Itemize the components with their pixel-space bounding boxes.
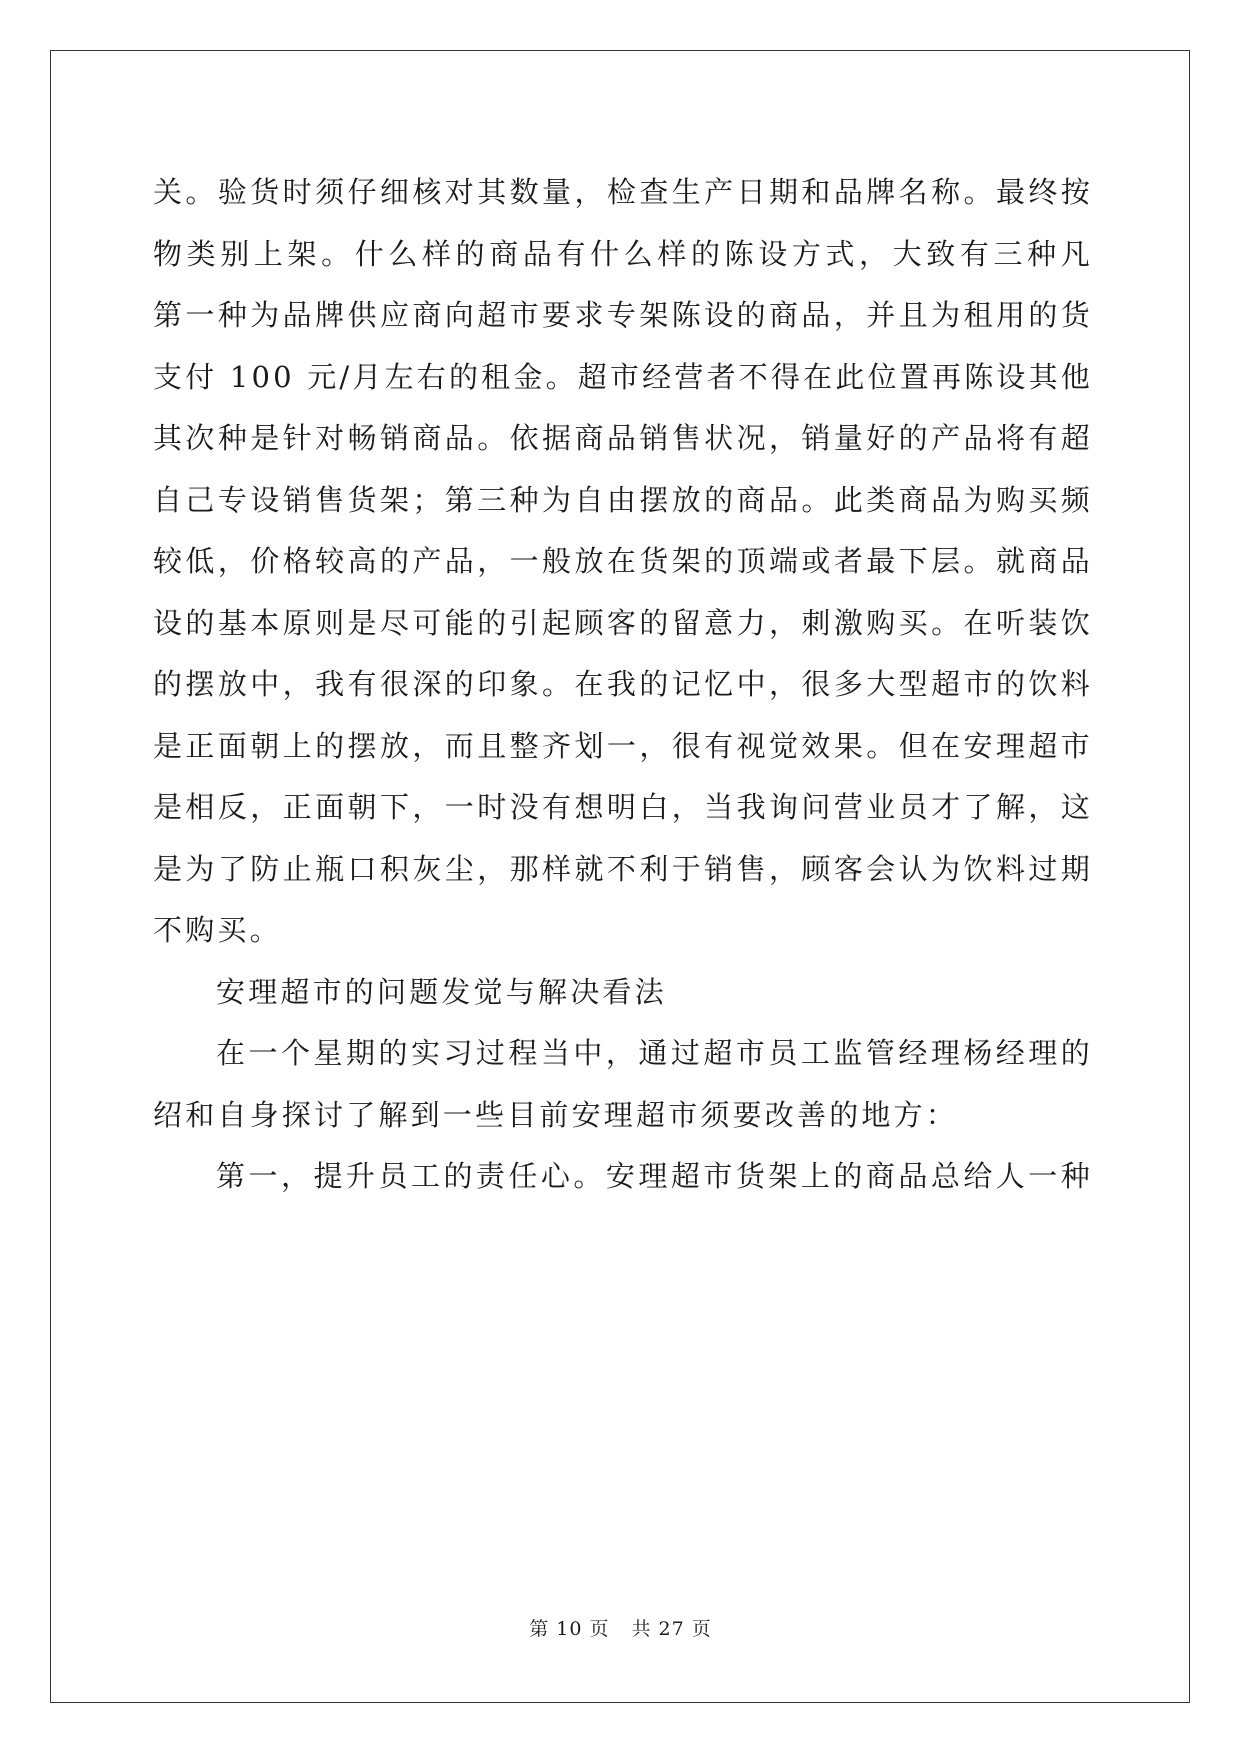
text-line: 是为了防止瓶口积灰尘，那样就不利于销售，顾客会认为饮料过期 xyxy=(153,851,1093,886)
text-line: 设的基本原则是尽可能的引起顾客的留意力，刺激购买。在听装饮 xyxy=(153,605,1093,640)
text-line: 不购买。 xyxy=(153,913,282,947)
text-line: 绍和自身探讨了解到一些目前安理超市须要改善的地方： xyxy=(153,1097,959,1132)
page-footer xyxy=(0,1614,1241,1641)
text-line: 物类别上架。什么样的商品有什么样的陈设方式，大致有三种凡 xyxy=(153,236,1093,271)
text-line: 是正面朝上的摆放，而且整齐划一，很有视觉效果。但在安理超市 xyxy=(153,728,1093,763)
page-number: 第 10 页 xyxy=(529,1618,610,1640)
text-line: 第一种为品牌供应商向超市要求专架陈设的商品，并且为租用的货 xyxy=(153,298,1093,332)
text-line: 其次种是针对畅销商品。依据商品销售状况，销量好的产品将有超 xyxy=(153,421,1093,455)
text-line: 关。验货时须仔细核对其数量，检查生产日期和品牌名称。最终按 xyxy=(153,175,1093,209)
page-total: 共 27 页 xyxy=(631,1618,712,1640)
text-line: 自己专设销售货架；第三种为自由摆放的商品。此类商品为购买频 xyxy=(153,482,1093,517)
text-line: 较低，价格较高的产品，一般放在货架的顶端或者最下层。就商品 xyxy=(153,544,1093,578)
document-body xyxy=(153,162,1093,1208)
text-line: 的摆放中，我有很深的印象。在我的记忆中，很多大型超市的饮料 xyxy=(153,667,1093,701)
section-heading: 安理超市的问题发觉与解决看法 xyxy=(216,974,667,1009)
text-line: 支付 100 元/月左右的租金。超市经营者不得在此位置再陈设其他 xyxy=(153,359,1093,394)
text-line: 是相反，正面朝下，一时没有想明白，当我询问营业员才了解，这 xyxy=(153,790,1093,824)
text-line: 在一个星期的实习过程当中，通过超市员工监管经理杨经理的 xyxy=(216,1036,1093,1070)
text-line: 第一，提升员工的责任心。安理超市货架上的商品总给人一种 xyxy=(216,1159,1093,1193)
